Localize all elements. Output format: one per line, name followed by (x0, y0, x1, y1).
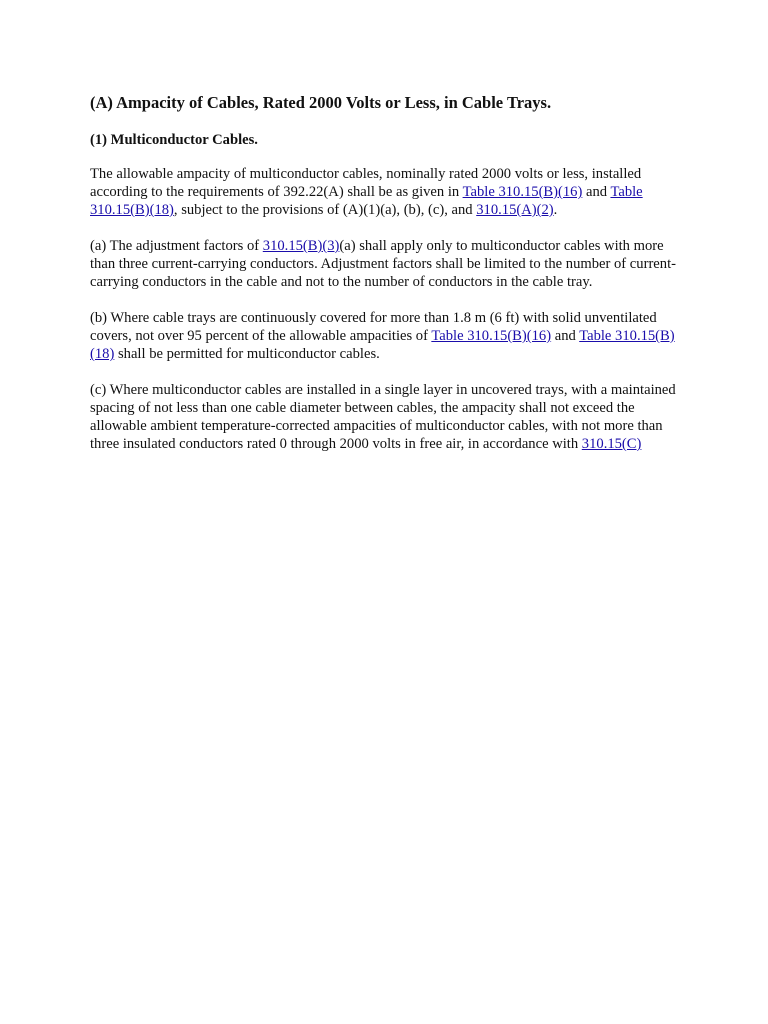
link-310-15-b-3[interactable]: 310.15(B)(3) (262, 238, 340, 254)
link-table-310-15-b-18[interactable]: Table 310.15(B)(18) (90, 184, 643, 218)
link-table-310-15-b-16[interactable]: Table 310.15(B)(16) (431, 328, 552, 344)
para-b-text-3: shall be permitted for multiconductor cables. (114, 346, 380, 362)
para-b-text-2: and (551, 328, 580, 344)
intro-paragraph (90, 165, 690, 219)
para-b-text-1: (b) Where cable trays are continuously covered for more than 1.8 m (6 ft) with solid unventilated covers, not over 95 percent of the allowable ampacities of (90, 310, 657, 344)
intro-text-1: The allowable ampacity of multiconductor cables, nominally rated 2000 volts or less, installed according to the requirements of 392.22(A) shall be as given in (90, 166, 642, 200)
section-heading: (A) Ampacity of Cables, Rated 2000 Volts or Less, in Cable Trays. (90, 93, 552, 112)
paragraph-a (90, 237, 690, 291)
paragraph-b (90, 309, 690, 363)
para-a-text-1: (a) The adjustment factors of (90, 238, 263, 254)
intro-text-3: , subject to the provisions of (A)(1)(a), (b), (c), and (173, 202, 477, 218)
link-310-15-c[interactable]: 310.15(C) (581, 436, 642, 452)
intro-text-2: and (582, 184, 611, 200)
intro-text-4: . (553, 202, 558, 218)
link-table-310-15-b-16[interactable]: Table 310.15(B)(16) (462, 184, 583, 200)
document-body (90, 92, 690, 471)
paragraph-c (90, 381, 690, 453)
subsection-heading: (1) Multiconductor Cables. (90, 132, 258, 148)
link-310-15-a-2[interactable]: 310.15(A)(2) (476, 202, 554, 218)
para-c-text-1: (c) Where multiconductor cables are installed in a single layer in uncovered trays, with a maintained spacing of not less than one cable diameter between cables, the ampacity shall not exceed the allowable ambient temperature-corrected ampacities of multiconductor cables, with not more than three insulated conductors rated 0 through 2000 volts in free air, in accordance with (90, 382, 676, 452)
para-a-text-2: (a) shall apply only to multiconductor cables with more than three current-carrying conductors. Adjustment factors shall be limited to the number of current-carrying conductors in the cable and not to the number of conductors in the cable tray. (90, 238, 676, 290)
link-table-310-15-b-18[interactable]: Table 310.15(B)(18) (90, 328, 675, 362)
